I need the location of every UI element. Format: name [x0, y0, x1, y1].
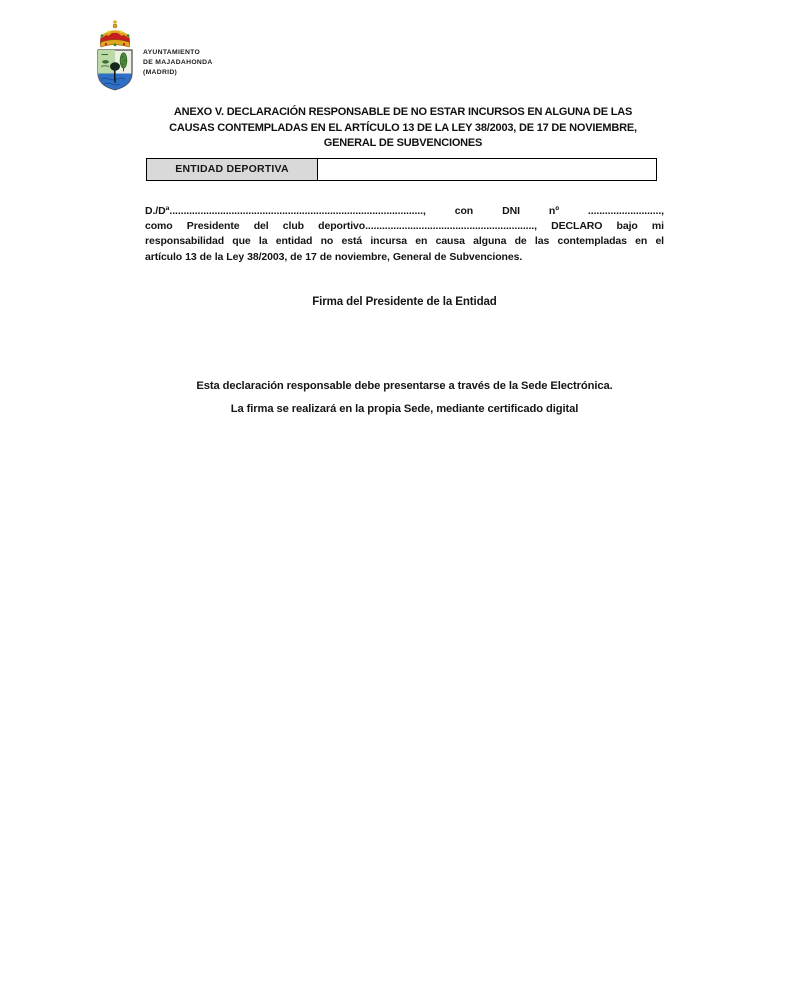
org-name	[143, 48, 213, 91]
entity-table	[146, 158, 657, 181]
entity-label-cell: ENTIDAD DEPORTIVA	[147, 159, 318, 180]
document-title-line2: CAUSAS CONTEMPLADAS EN EL ARTÍCULO 13 DE LA LEY 38/2003, DE 17 DE NOVIEMBRE,	[169, 121, 637, 134]
footer-note-sede: Esta declaración responsable debe presentarse a través de la Sede Electrónica.	[196, 380, 613, 393]
letterhead	[0, 0, 792, 91]
declaration-paragraph	[145, 204, 664, 266]
declaration-line2: como Presidente del club deportivo............................................................, DECLARO bajo mi	[145, 219, 664, 232]
signature-caption: Firma del Presidente de la Entidad	[312, 296, 497, 309]
majadahonda-coat-of-arms-icon	[95, 17, 135, 91]
org-name-line3: (MADRID)	[143, 68, 178, 76]
document-title	[145, 105, 661, 152]
document-title-line1: ANEXO V. DECLARACIÓN RESPONSABLE DE NO ESTAR INCURSOS EN ALGUNA DE LAS	[173, 106, 633, 118]
declaration-line1: D./Dª.........................................................................................., con DNI nº ..........................,	[145, 204, 664, 217]
org-name-line1: AYUNTAMIENTO	[143, 49, 201, 56]
entity-value-cell	[318, 159, 656, 180]
document-title-line3: GENERAL DE SUBVENCIONES	[323, 137, 483, 149]
org-name-line2: DE MAJADAHONDA	[143, 58, 213, 66]
declaration-line4: artículo 13 de la Ley 38/2003, de 17 de noviembre, General de Subvenciones.	[145, 250, 523, 263]
declaration-line3: responsabilidad que la entidad no está incursa en causa alguna de las contempladas en el	[145, 235, 664, 248]
footer-note-firma: La firma se realizará en la propia Sede, mediante certificado digital	[230, 403, 579, 416]
